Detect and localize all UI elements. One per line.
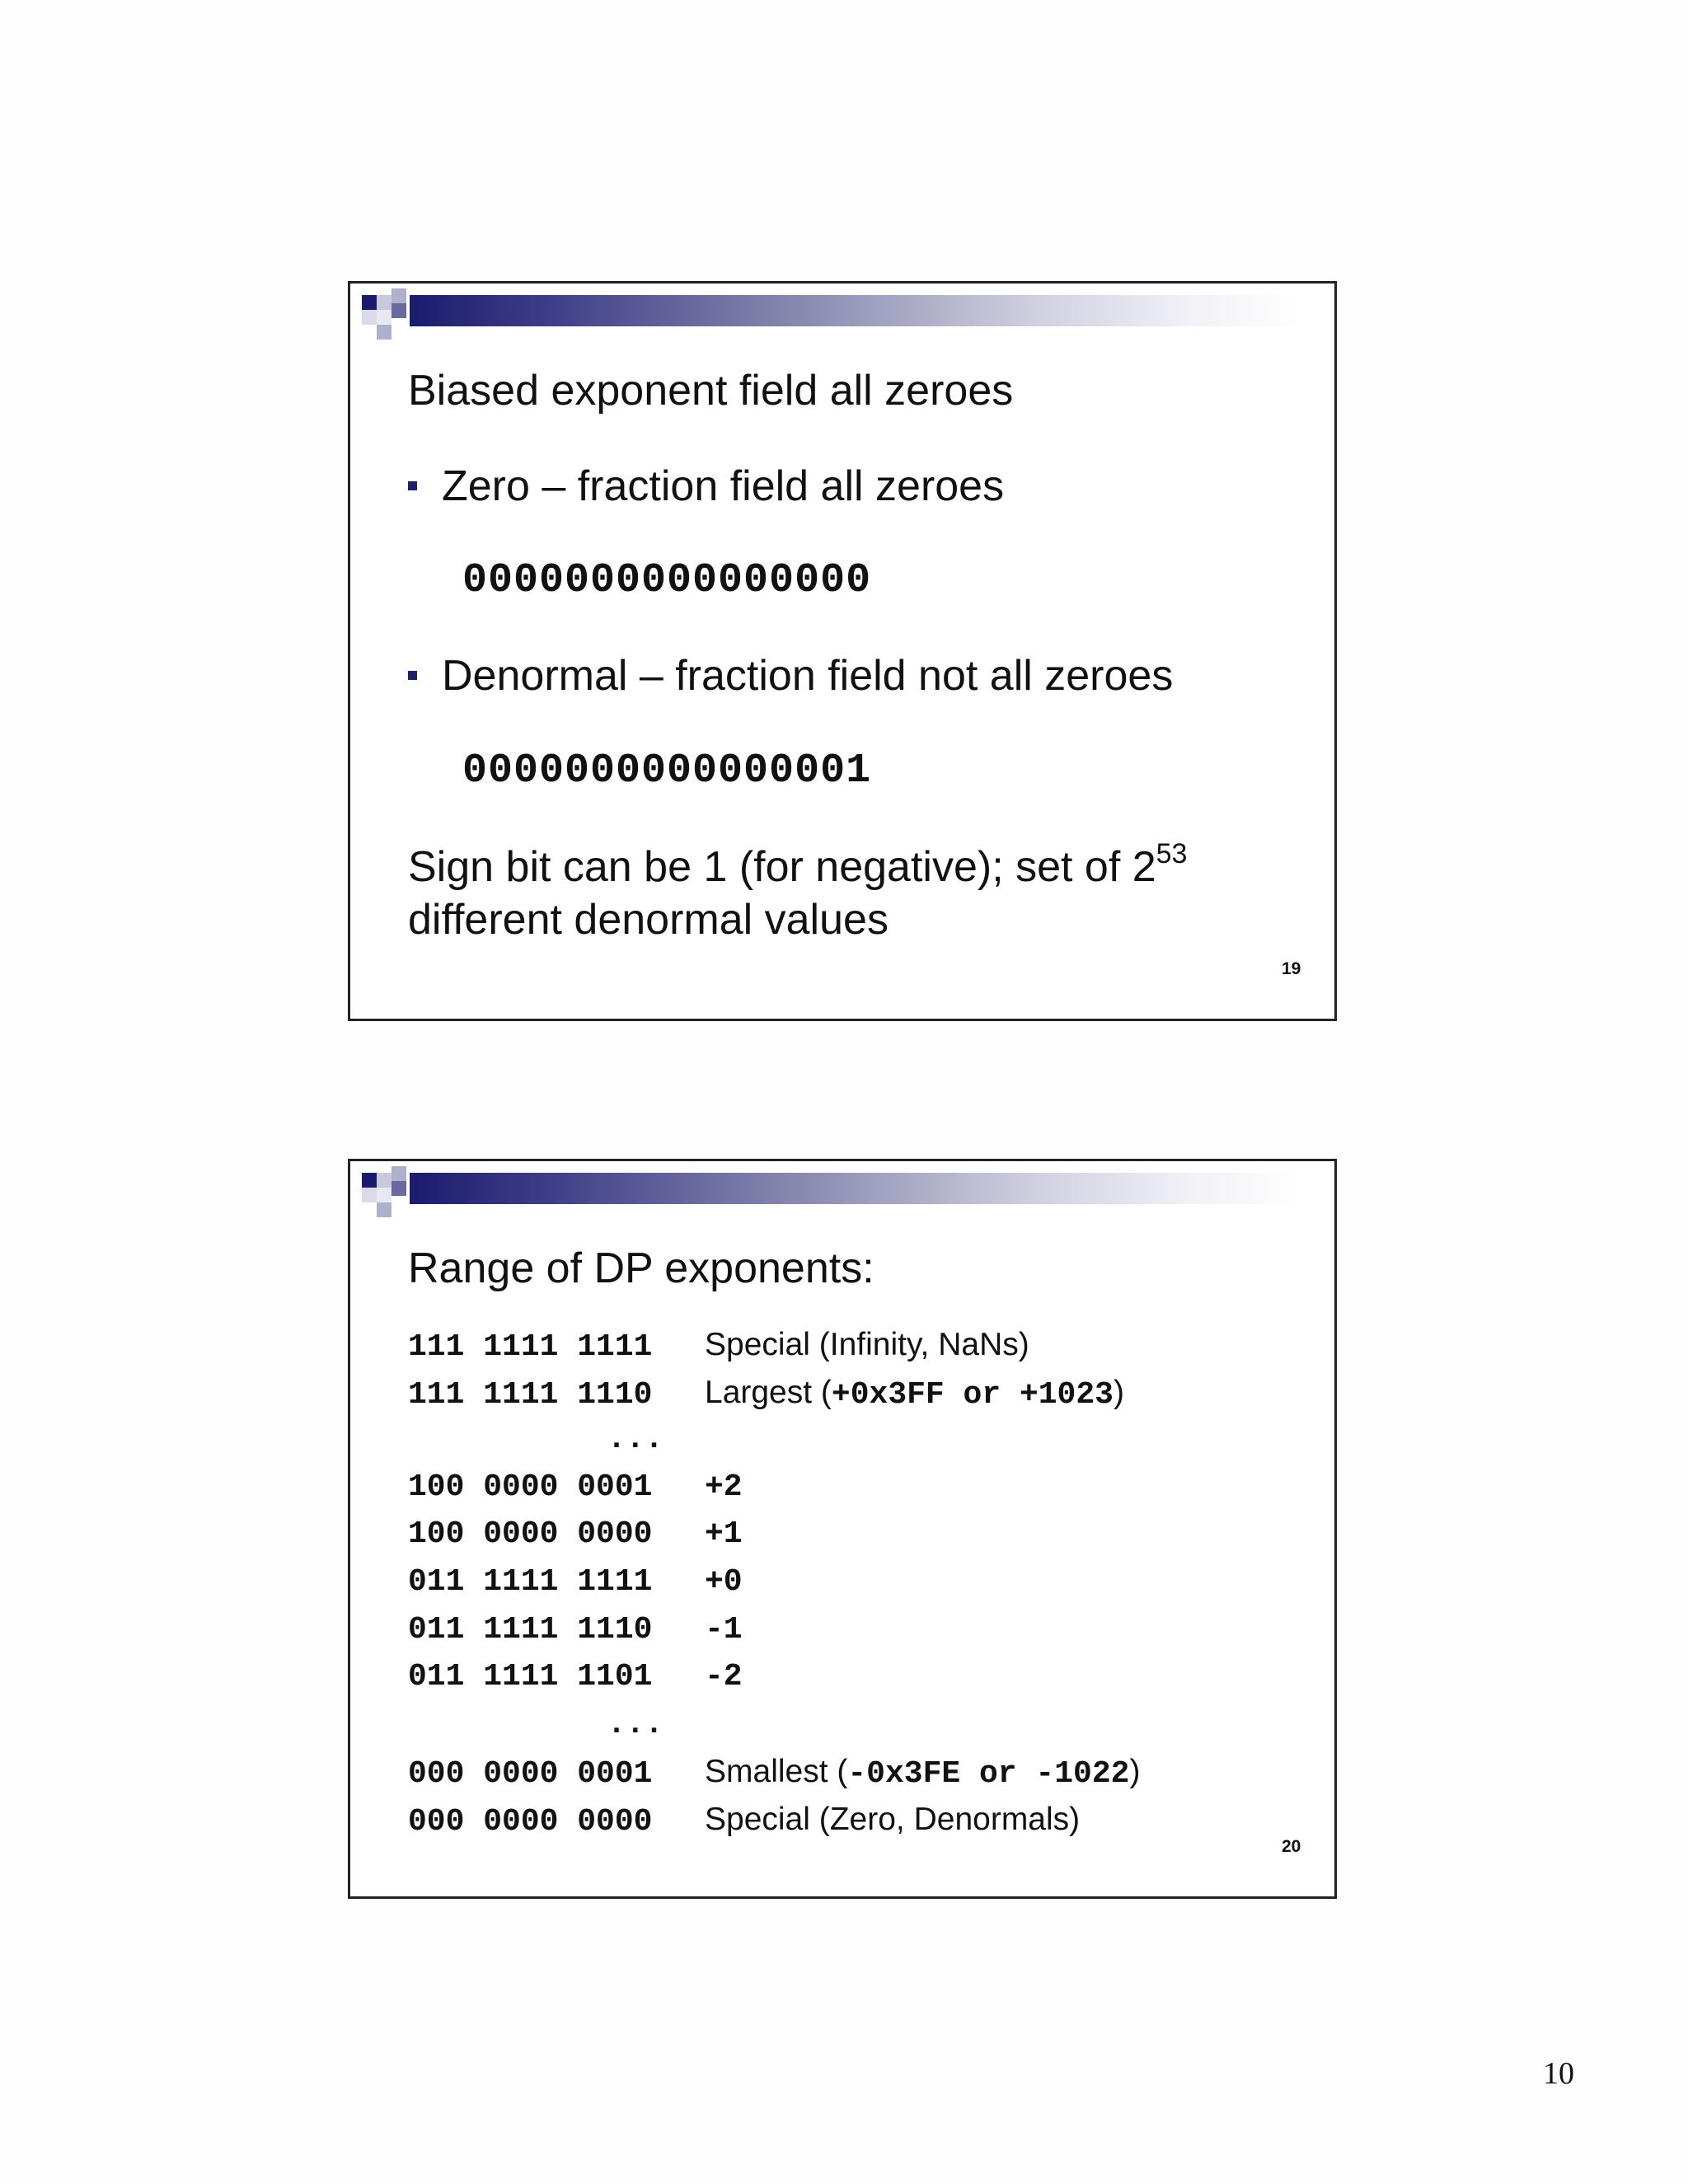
bullet-zero: Zero – fraction field all zeroes (408, 462, 1004, 511)
code-zero: 0000000000000000 (462, 557, 872, 604)
table-row: 011 1111 1110 -1 (408, 1611, 743, 1647)
table-row: 000 0000 0001 Smallest (-0x3FE or -1022) (408, 1754, 1141, 1793)
table-row-ellipsis: ... (607, 1706, 663, 1742)
code-denormal: 0000000000000001 (462, 748, 872, 794)
slide-19 (348, 281, 1337, 1021)
page-number: 10 (1543, 2056, 1574, 2091)
slide-title: Biased exponent field all zeroes (408, 367, 1014, 415)
table-row: 100 0000 0001 +2 (408, 1469, 743, 1505)
slide-header-decoration (350, 1161, 1337, 1227)
sign-text: Sign bit can be 1 (for negative); set of $2^{53}$ different denormal values (408, 838, 1188, 944)
slide-header-decoration (350, 284, 1337, 349)
bullet-denormal: Denormal – fraction field not all zeroes (408, 651, 1173, 701)
slide-title: Range of DP exponents: (408, 1244, 874, 1292)
slide-number: 19 (1282, 959, 1301, 978)
table-row: 111 1111 1111 Special (Infinity, NaNs) (408, 1327, 1029, 1365)
slide-20 (348, 1159, 1337, 1899)
slide-number: 20 (1282, 1837, 1301, 1856)
table-row: 011 1111 1101 -2 (408, 1659, 743, 1695)
table-row: 000 0000 0000 Special (Zero, Denormals) (408, 1801, 1081, 1840)
bullet-square-icon (408, 671, 417, 680)
table-row-ellipsis: ... (607, 1422, 663, 1458)
bullet-square-icon (408, 481, 417, 490)
exponent-superscript: 53 (1156, 838, 1188, 869)
exponent-table (408, 1321, 1140, 1844)
table-row: 111 1111 1110 Largest (+0x3FF or +1023) (408, 1374, 1124, 1413)
table-row: 100 0000 0000 +1 (408, 1516, 743, 1553)
table-row: 011 1111 1111 +0 (408, 1563, 743, 1600)
